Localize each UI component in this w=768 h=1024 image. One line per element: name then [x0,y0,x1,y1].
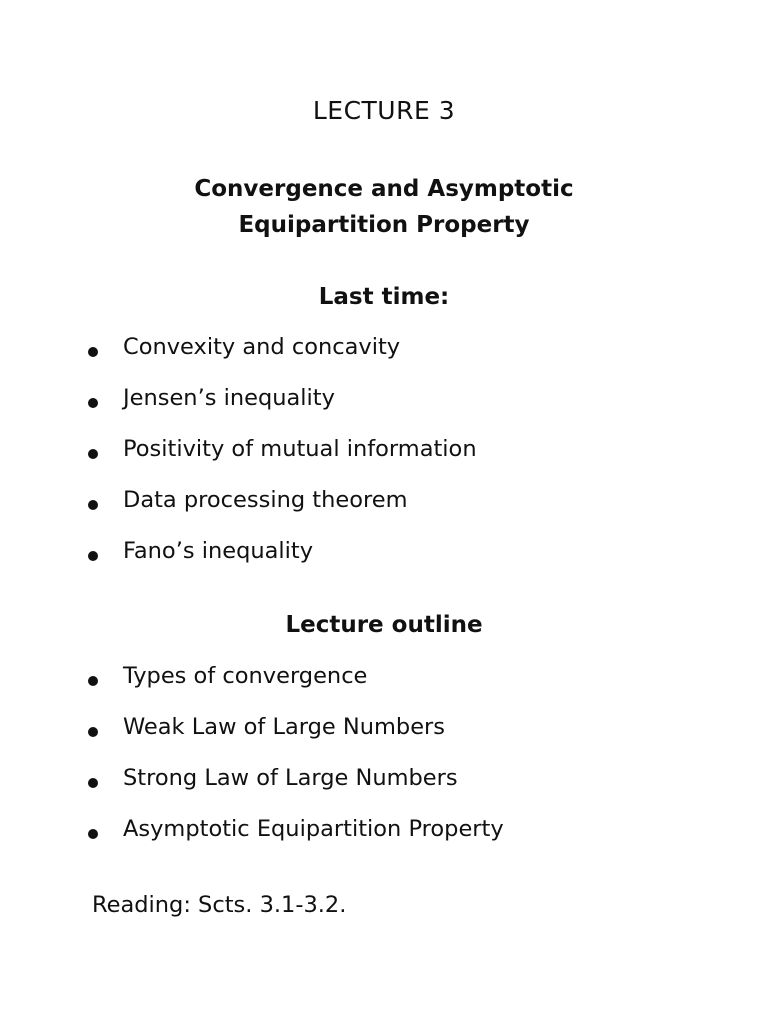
subtitle-line-1: Convergence and Asymptotic [194,176,574,202]
list-item-text: Convexity and concavity [123,334,401,360]
list-item-text: Asymptotic Equipartition Property [123,816,504,842]
bullet-icon [88,727,98,737]
bullet-icon [88,398,98,408]
bullet-icon [88,449,98,459]
bullet-icon [88,676,98,686]
list-item-text: Data processing theorem [123,487,408,513]
bullet-icon [88,778,98,788]
subtitle-line-2: Equipartition Property [238,212,530,238]
bullet-icon [88,829,98,839]
lecture-outline-heading: Lecture outline [285,612,483,638]
reading-assignment: Reading: Scts. 3.1-3.2. [92,892,347,918]
list-item-text: Strong Law of Large Numbers [123,765,458,791]
list-item-text: Positivity of mutual information [123,436,477,462]
list-item-text: Jensen’s inequality [123,385,335,411]
lecture-subtitle [0,171,768,243]
list-item-text: Fano’s inequality [123,538,314,564]
list-item-text: Weak Law of Large Numbers [123,714,446,740]
bullet-icon [88,500,98,510]
bullet-icon [88,347,98,357]
last-time-heading: Last time: [318,284,450,310]
lecture-title: LECTURE 3 [312,96,456,125]
bullet-icon [88,551,98,561]
list-item-text: Types of convergence [123,663,368,689]
